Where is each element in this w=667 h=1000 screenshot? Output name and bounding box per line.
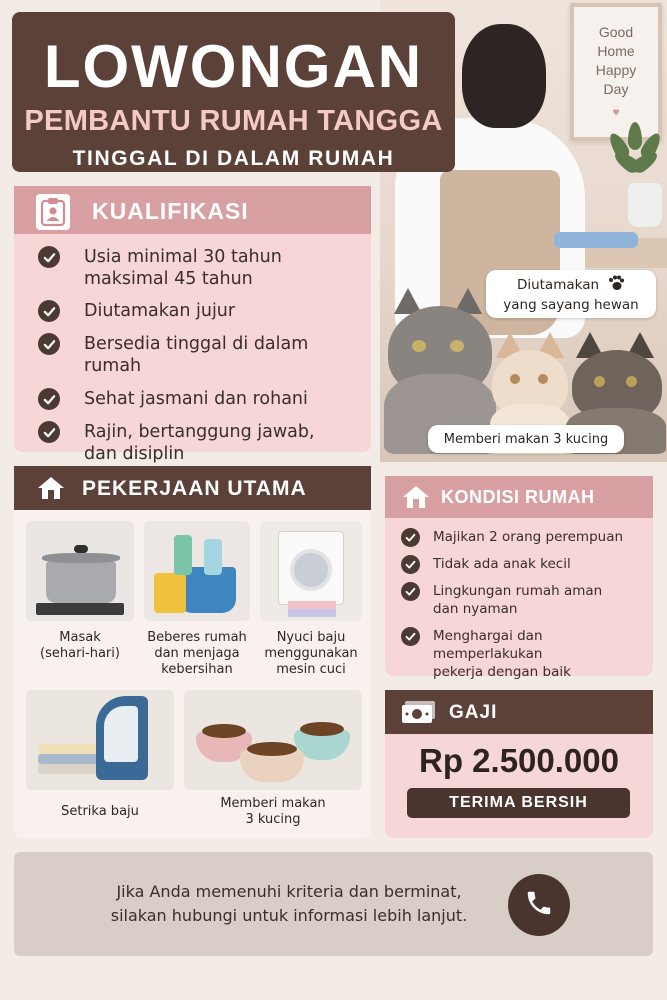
list-item-text: Diutamakan jujur [84,301,236,321]
check-icon [401,528,420,547]
check-icon [38,246,60,268]
frame-line: Day [603,80,629,97]
job-image-cat-bowls [184,690,362,790]
job-label-line: Setrika baju [61,804,139,819]
list-item-text: Majikan 2 orang perempuan [433,529,624,545]
job-image-laundry [260,521,362,621]
list-item-text: pekerja dengan baik [433,664,571,680]
job-label-line: (sehari-hari) [40,646,120,661]
cleaning-cloth [554,232,638,248]
job-image-cooking [26,521,134,621]
job-label [184,796,362,828]
phone-icon [524,888,554,922]
job-label-line: 3 kucing [245,812,301,827]
list-item-text: Rajin, bertanggung jawab, [84,422,315,442]
salary-note-badge: TERIMA BERSIH [407,788,630,818]
pill-cats-label: Memberi makan 3 kucing [443,431,609,447]
list-item [401,555,651,573]
housekeeper-head [462,24,546,128]
check-icon [401,627,420,646]
list-item-text: Lingkungan rumah aman [433,583,603,599]
job-label [142,630,252,678]
list-item-text: maksimal 45 tahun [84,269,253,289]
kualifikasi-list [38,244,368,465]
kondisi-card [385,476,653,680]
pekerjaan-card [14,466,371,838]
gaji-header [385,690,653,734]
list-item-text: Menghargai dan memperlakukan [433,628,543,662]
pekerjaan-header [14,466,371,510]
pekerjaan-title: PEKERJAAN UTAMA [82,477,307,500]
job-label-line: mesin cuci [276,662,346,677]
clipboard-person-icon [36,194,70,230]
page-title: LOWONGAN [43,33,424,100]
gaji-card [385,690,653,838]
job-label-line: Nyuci baju [276,630,346,645]
title-card [12,12,455,172]
footer-line: silakan hubungi untuk informasi lebih lanjut. [110,906,468,925]
page-tagline: TINGGAL DI DALAM RUMAH [72,147,395,170]
page-subtitle: PEMBANTU RUMAH TANGGA [24,105,443,137]
list-item-text: dan nyaman [433,601,518,617]
footer-line: Jika Anda memenuhi kriteria dan berminat, [116,882,462,901]
paw-icon [607,275,625,296]
list-item-text: dan disiplin [84,444,185,464]
kualifikasi-title: KUALIFIKASI [92,198,249,224]
pill-cats [428,425,624,453]
list-item-text: Sehat jasmani dan rohani [84,389,308,409]
pill-pets-line2: yang sayang hewan [503,296,639,313]
check-icon [38,300,60,322]
job-label [256,630,366,678]
house-icon [401,484,431,514]
frame-line: Home [597,42,635,59]
list-item [38,246,368,290]
job-label-line: dan menjaga [154,646,240,661]
check-icon [401,555,420,574]
pill-pets [486,270,656,318]
job-label-line: menggunakan [264,646,358,661]
job-label-line: Memberi makan [220,796,326,811]
list-item-text: Bersedia tinggal di dalam rumah [84,334,309,376]
list-item [38,333,368,377]
house-icon [36,475,66,505]
kondisi-header [385,476,653,518]
call-button[interactable] [508,874,570,936]
list-item [38,388,368,410]
list-item-text: Tidak ada anak kecil [433,556,571,572]
list-item [38,421,368,465]
check-icon [38,388,60,410]
job-label-line: Masak [59,630,101,645]
leaf-icon [628,122,642,150]
money-icon [401,700,437,728]
kualifikasi-header [14,186,371,234]
list-item [401,528,651,546]
job-label [26,804,174,820]
job-image-cleaning [144,521,250,621]
job-label [26,630,134,662]
plant-pot [628,183,662,227]
frame-line: Happy [595,61,637,78]
gaji-title: GAJI [449,702,498,723]
check-icon [401,582,420,601]
kondisi-title: KONDISI RUMAH [441,487,595,507]
footer-contact [14,852,653,956]
kualifikasi-card [14,186,371,464]
list-item [401,627,651,681]
footer-text [84,880,494,928]
salary-amount: Rp 2.500.000 [419,742,619,779]
check-icon [38,333,60,355]
heart-icon: ♥ [612,104,620,119]
list-item-text: Usia minimal 30 tahun [84,247,282,267]
job-label-line: Beberes rumah [147,630,247,645]
job-label-line: kebersihan [161,662,233,677]
pill-pets-line1: Diutamakan [516,277,600,293]
check-icon [38,421,60,443]
list-item [38,300,368,322]
frame-line: Good [598,23,634,40]
kondisi-list [401,528,651,681]
list-item [401,582,651,618]
job-image-ironing [26,690,174,790]
